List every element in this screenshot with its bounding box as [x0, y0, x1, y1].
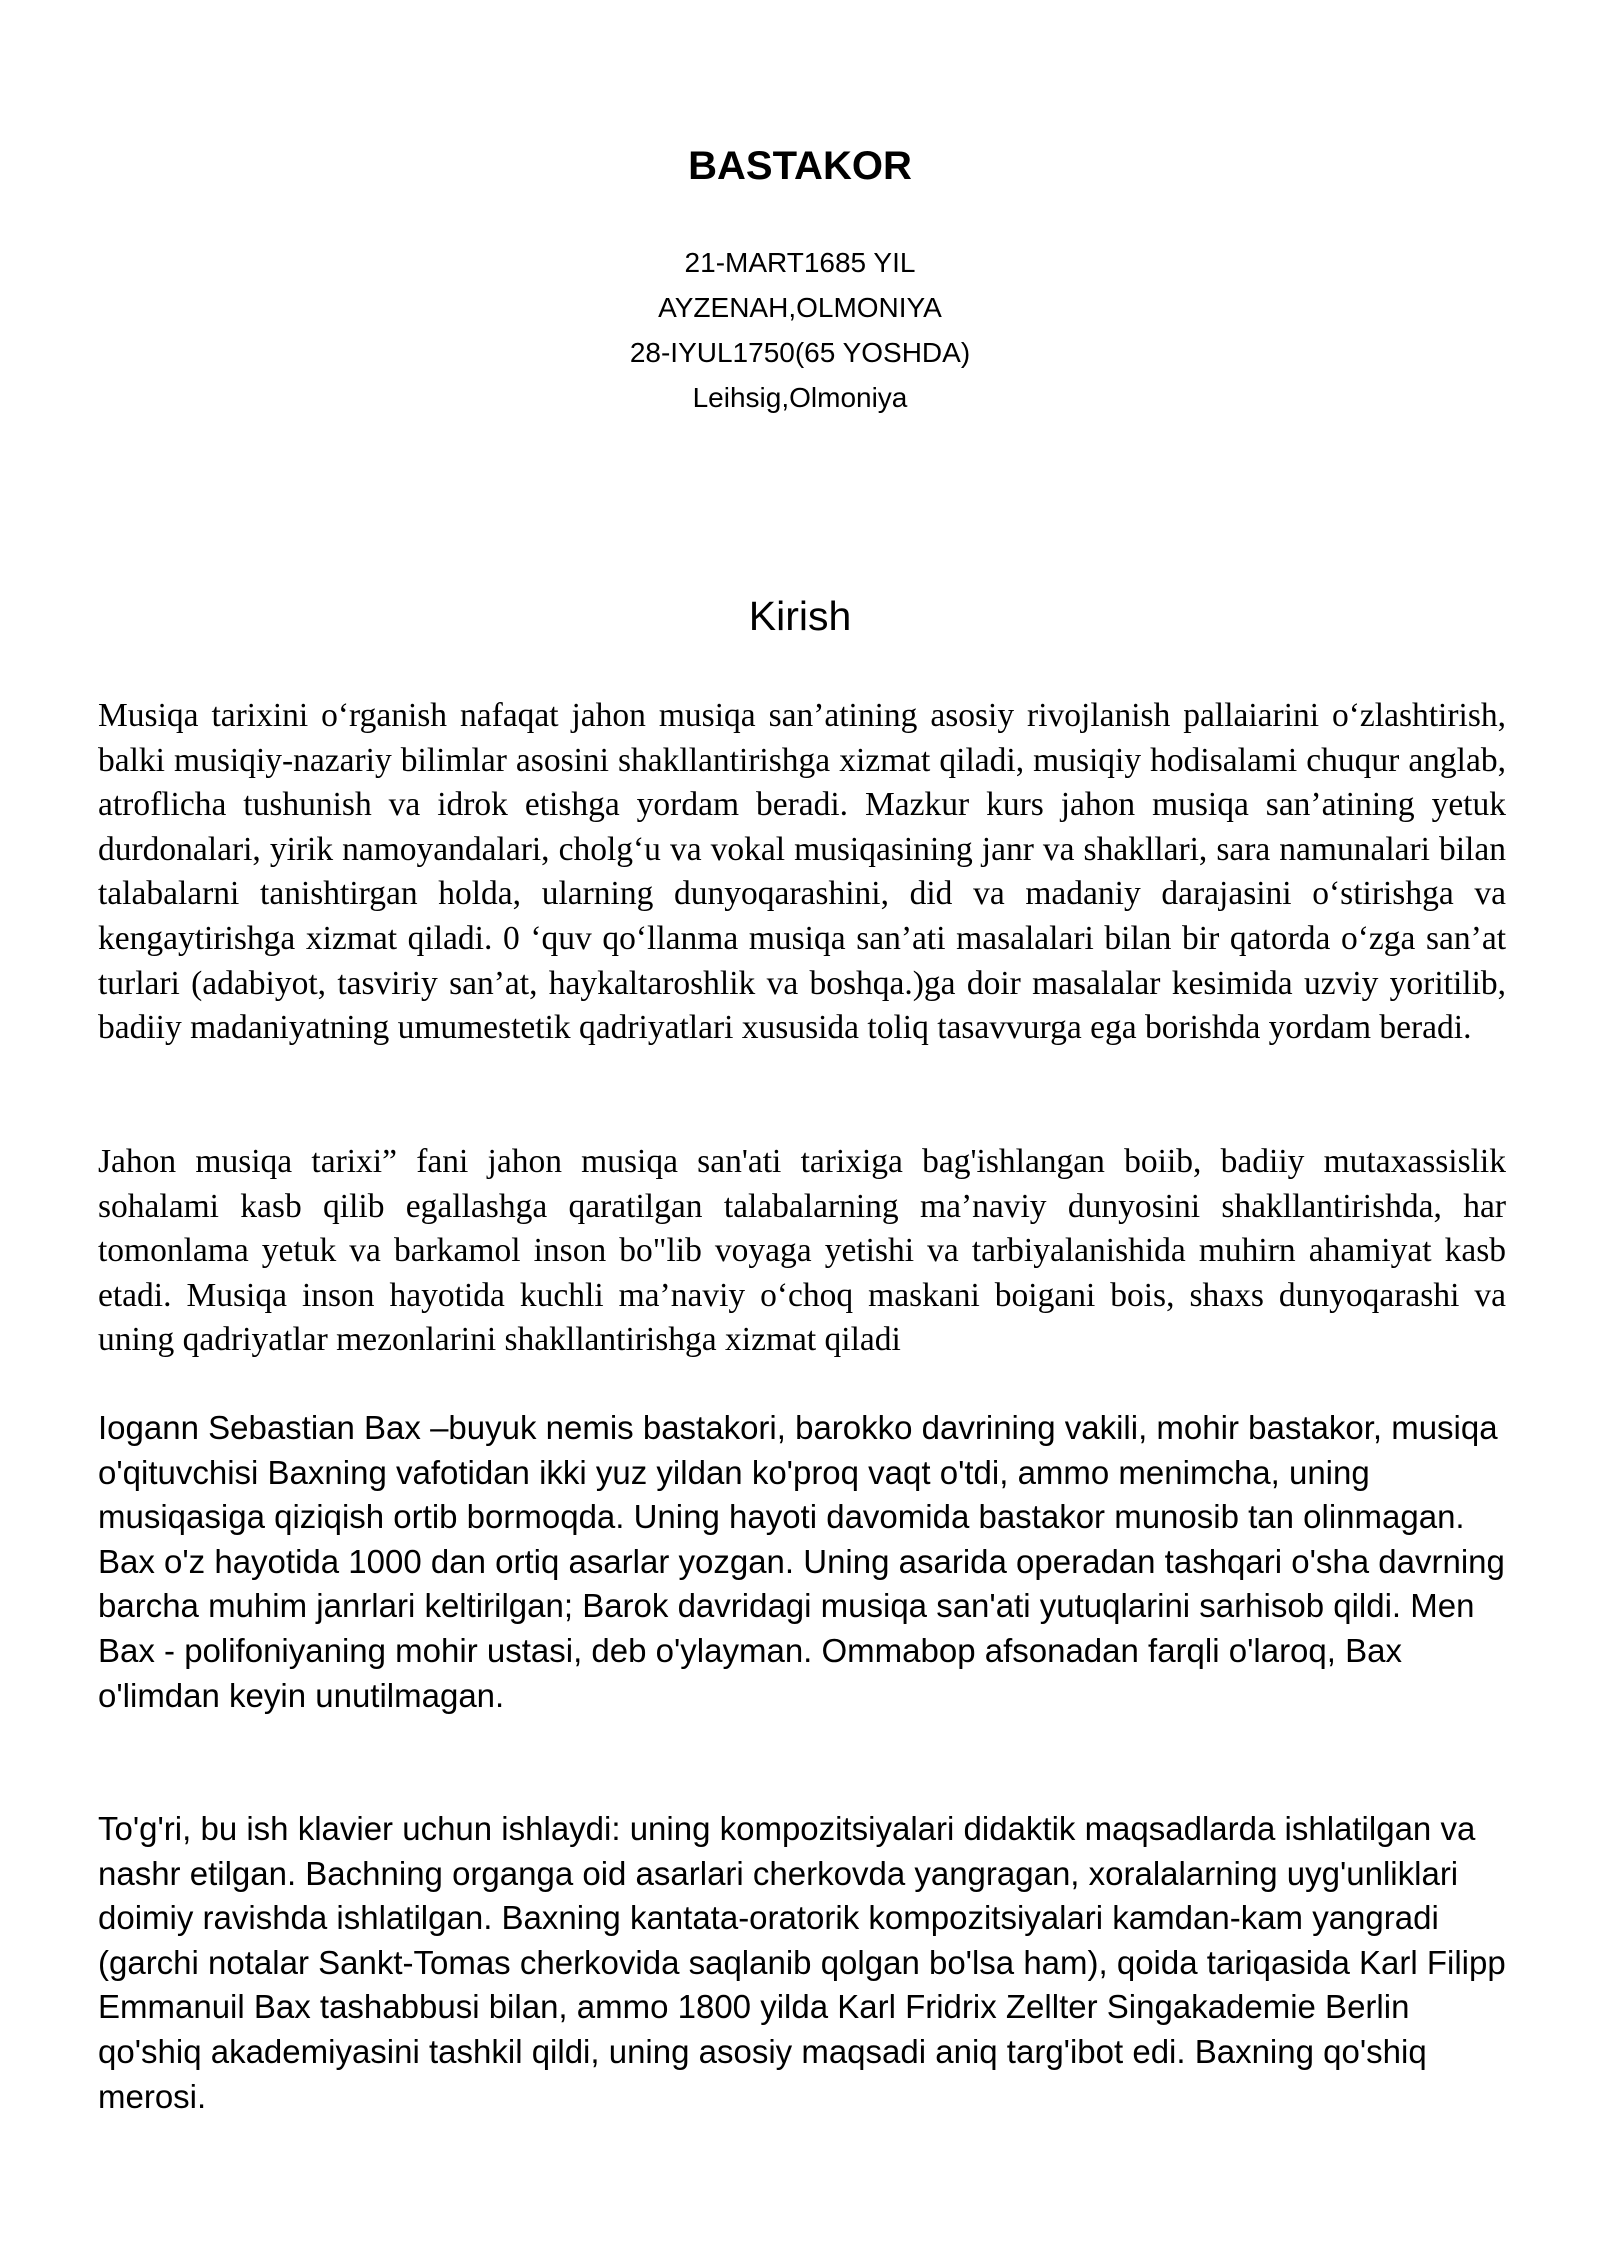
- death-place: Leihsig,Olmoniya: [692, 382, 908, 413]
- paragraph-bach-1: Iogann Sebastian Bax –buyuk nemis bastakori, barokko davrining vakili, mohir bastakor, musiqa o'qituvchisi Baxning vafotidan ikki yuz yildan ko'proq vaqt o'tdi, ammo menimcha, uning musiqasiga qiziqish ortib bormoqda. Uning hayoti davomida bastakor munosib tan olinmagan. Bax o'z hayotida 1000 dan ortiq asarlar yozgan. Uning asarida operadan tashqari o'sha davrning barcha muhim janrlari keltirilgan; Barok davridagi musiqa san'ati yutuqlarini sarhisob qildi. Men Bax - polifoniyaning mohir ustasi, deb o'ylayman. Ommabop afsonadan farqli o'laroq, Bax o'limdan keyin unutilmagan.: [98, 1409, 1505, 1714]
- section-heading: Kirish: [748, 593, 852, 639]
- birth-place: AYZENAH,OLMONIYA: [658, 292, 942, 323]
- birth-date: 21-MART1685 YIL: [684, 247, 916, 278]
- death-date: 28-IYUL1750(65 YOSHDA): [629, 337, 971, 368]
- document-title: BASTAKOR: [688, 144, 912, 188]
- biography-meta: [0, 240, 1600, 420]
- paragraph-bach-2: To'g'ri, bu ish klavier uchun ishlaydi: uning kompozitsiyalari didaktik maqsadlarda ishlatilgan va nashr etilgan. Bachning organga oid asarlari cherkovda yangragan, xoralalarning uyg'unliklari doimiy ravishda ishlatilgan. Baxning kantata-oratorik kompozitsiyalari kamdan-kam yangradi (garchi notalar Sankt-Tomas cherkovida saqlanib qolgan bo'lsa ham), qoida tariqasida Karl Filipp Emmanuil Bax tashabbusi bilan, ammo 1800 yilda Karl Fridrix Zellter Singakademie Berlin qo'shiq akademiyasini tashkil qildi, uning asosiy maqsadi aniq targ'ibot edi. Baxning qo'shiq merosi.: [98, 1810, 1506, 2115]
- paragraph-intro-1: Musiqa tarixini o‘rganish nafaqat jahon musiqa san’atining asosiy rivojlanish pallaiarini o‘zlashtirish, balki musiqiy-nazariy bilimlar asosini shakllantirishga xizmat qiladi, musiqiy hodisalami chuqur anglab, atroflicha tushunish va idrok etishga yordam beradi. Mazkur kurs jahon musiqa san’atining yetuk durdonalari, yirik namoyandalari, cholg‘u va vokal musiqasining janr va shakllari, sara namunalari bilan talabalarni tanishtirgan holda, ularning dunyoqarashini, did va madaniy darajasini o‘stirishga va kengaytirishga xizmat qiladi. 0 ‘quv qo‘llanma musiqa san’ati masalalari bilan bir qatorda o‘zga san’at turlari (adabiyot, tasviriy san’at, haykaltaroshlik va boshqa.)ga doir masalalar kesimida uzviy yoritilib, badiiy madaniyatning umumestetik qadriyatlari xususida toliq tasavvurga ega borishda yordam beradi.: [98, 697, 1506, 1047]
- paragraph-intro-2: Jahon musiqa tarixi” fani jahon musiqa san'ati tarixiga bag'ishlangan boiib, badiiy mutaxassislik sohalami kasb qilib egallashga qaratilgan talabalarning ma’naviy dunyosini shakllantirishda, har tomonlama yetuk va barkamol inson bo"lib voyaga yetishi va tarbiyalanishida muhirn ahamiyat kasb etadi. Musiqa inson hayotida kuchli ma’naviy o‘choq maskani boigani bois, shaxs dunyoqarashi va uning qadriyatlar mezonlarini shakllantirishga xizmat qiladi: [98, 1143, 1506, 1359]
